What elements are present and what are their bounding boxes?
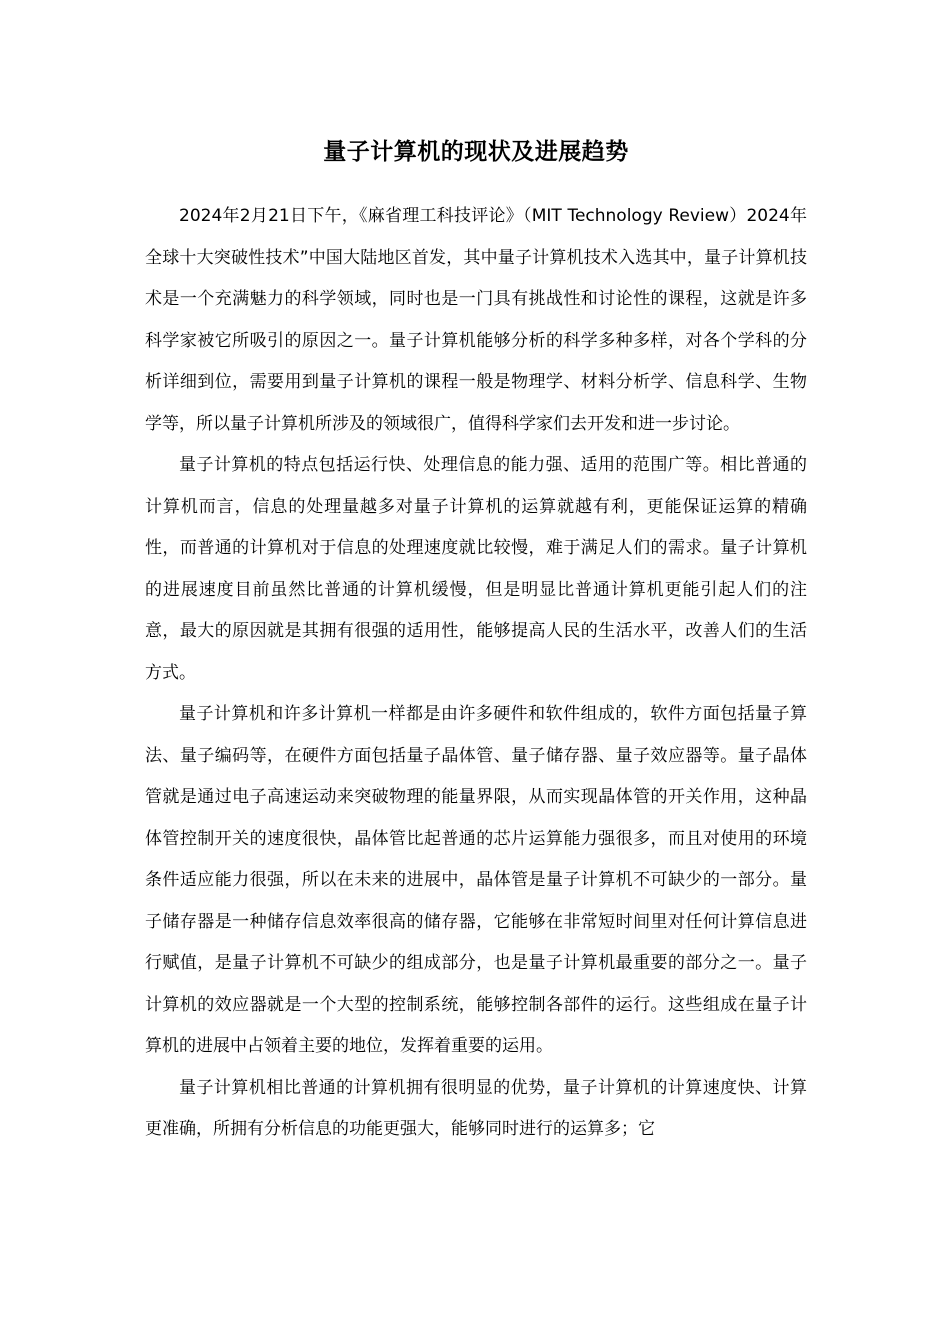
paragraph-3: 量子计算机和许多计算机一样都是由许多硬件和软件组成的，软件方面包括量子算法、量子编码等，在硬件方面包括量子晶体管、量子储存器、量子效应器等。量子晶体管就是通过电子高速运动来突破物理的能量界限，从而实现晶体管的开关作用，这种晶体管控制开关的速度很快，晶体管比起普通的芯片运算能力强很多，而且对使用的环境条件适应能力很强，所以在未来的进展中，晶体管是量子计算机不可缺少的一部分。量子储存器是一种储存信息效率很高的储存器，它能够在非常短时间里对任何计算信息进行赋值，是量子计算机不可缺少的组成部分，也是量子计算机最重要的部分之一。量子计算机的效应器就是一个大型的控制系统，能够控制各部件的运行。这些组成在量子计算机的进展中占领着主要的地位，发挥着重要的运用。: [145, 704, 807, 1056]
paragraph-4: 量子计算机相比普通的计算机拥有很明显的优势，量子计算机的计算速度快、计算更准确，所拥有分析信息的功能更强大，能够同时进行的运算多；它: [145, 1077, 807, 1139]
document-title: 量子计算机的现状及进展趋势: [323, 138, 629, 165]
paragraph-2: 量子计算机的特点包括运行快、处理信息的能力强、适用的范围广等。相比普通的计算机而言，信息的处理量越多对量子计算机的运算就越有利，更能保证运算的精确性，而普通的计算机对于信息的处理速度就比较慢，难于满足人们的需求。量子计算机的进展速度目前虽然比普通的计算机缓慢，但是明显比普通计算机更能引起人们的注意，最大的原因就是其拥有很强的适用性，能够提高人民的生活水平，改善人们的生活方式。: [145, 455, 807, 683]
paragraph-1: 2024年2月21日下午，《麻省理工科技评论》（MIT Technology Review）2024年全球十大突破性技术”中国大陆地区首发，其中量子计算机技术入选其中，量子计算机技术是一个充满魅力的科学领域，同时也是一门具有挑战性和讨论性的课程，这就是许多科学家被它所吸引的原因之一。量子计算机能够分析的科学多种多样，对各个学科的分析详细到位，需要用到量子计算机的课程一般是物理学、材料分析学、信息科学、生物学等，所以量子计算机所涉及的领域很广，值得科学家们去开发和进一步讨论。: [145, 206, 807, 434]
